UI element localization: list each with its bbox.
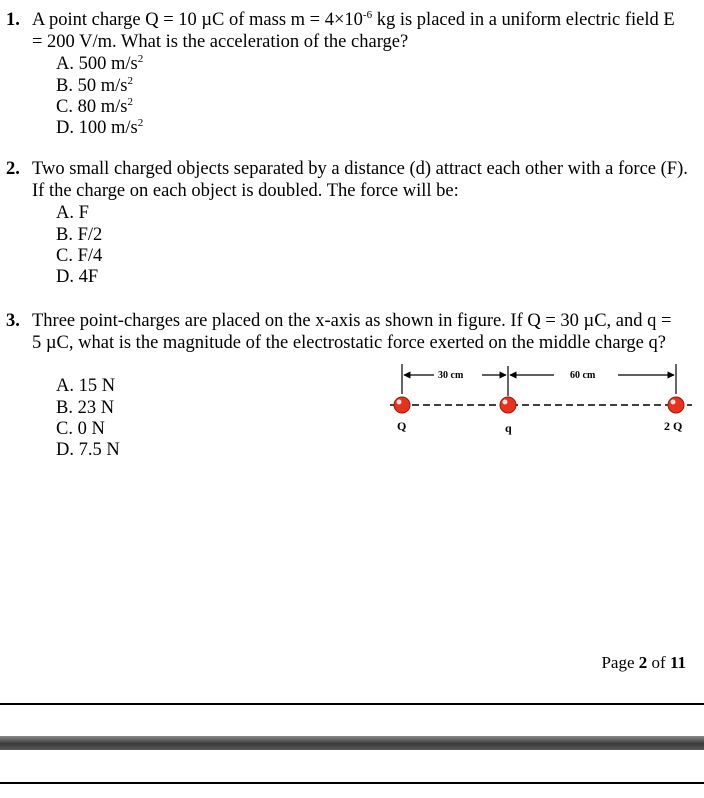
option-d[interactable]: D. 100 $m/s^2$ [56,117,144,138]
option-b[interactable]: B. 50 $m/s^2$ [56,75,133,96]
question-number: 1. [6,10,20,30]
charge-middle-highlight [503,400,508,405]
question-text-line-2: 5 µC, what is the magnitude of the electrostatic force exerted on the middle charge q? [32,333,666,353]
question-text-line-2: = 200 V/m. What is the acceleration of the charge? [32,32,409,52]
question-number: 2. [6,159,20,179]
charges-figure [386,362,696,442]
option-b[interactable]: B. 23 N [56,398,115,418]
distance-label-left: 30 cm [438,370,464,381]
question-text-line-1: Two small charged objects separated by a distance (d) attract each other with a force (F). [32,159,688,179]
page-divider-top [0,703,704,705]
page-divider-bottom [0,782,704,784]
charge-left-highlight [397,400,402,405]
charge-label-right: 2 Q [664,419,683,433]
page-number: Page 2 of 11 [601,653,686,672]
option-a[interactable]: A. F [56,203,89,223]
charge-right-highlight [671,400,676,405]
option-c[interactable]: C. 0 N [56,419,105,439]
question-text-line-2: If the charge on each object is doubled. The force will be: [32,181,459,201]
option-a[interactable]: A. 500 $m/s^2$ [56,53,144,74]
question-number: 3. [6,311,20,331]
option-b[interactable]: B. F/2 [56,225,103,245]
option-c[interactable]: C. F/4 [56,246,103,266]
option-d[interactable]: D. 7.5 N [56,440,120,460]
charge-middle-marker [500,397,516,413]
option-a[interactable]: A. 15 N [56,376,116,396]
option-c[interactable]: C. 80 $m/s^2$ [56,96,133,117]
question-text-line-1: Three point-charges are placed on the x-axis as shown in figure. If Q = 30 µC, and q = [32,311,672,331]
distance-label-right: 60 cm [570,370,596,381]
page-gap-band [0,736,704,750]
option-d[interactable]: D. 4F [56,267,99,287]
charge-label-left: Q [397,419,407,433]
question-text-line-1: A point charge Q = 10 µC of mass $m = 4\times 10^{-6}$ kg is placed in a uniform electric field E [32,9,675,30]
charge-label-middle: q [505,421,512,435]
charge-left-marker [394,397,410,413]
charge-right-marker [668,397,684,413]
